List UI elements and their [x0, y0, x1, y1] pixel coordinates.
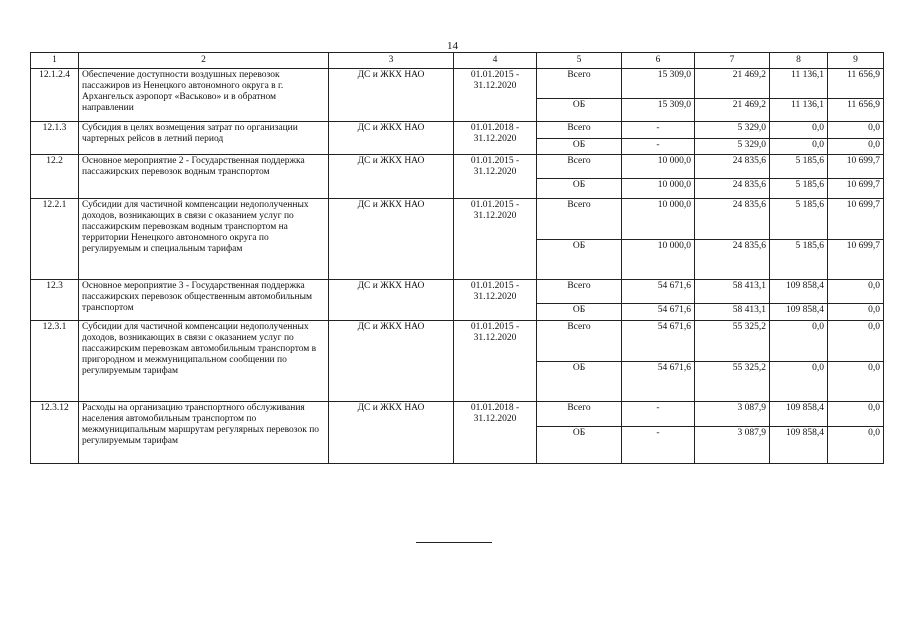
row-code: 12.3	[31, 280, 79, 321]
value-col6: 10 000,0	[622, 179, 695, 199]
column-header: 6	[622, 53, 695, 69]
table-row	[31, 155, 884, 179]
funding-source: ОБ	[537, 240, 622, 280]
row-code: 12.2	[31, 155, 79, 199]
column-header: 8	[770, 53, 828, 69]
row-code: 12.3.12	[31, 402, 79, 464]
column-header: 5	[537, 53, 622, 69]
value-col9: 10 699,7	[828, 155, 884, 179]
value-col8: 0,0	[770, 122, 828, 139]
value-col8: 0,0	[770, 139, 828, 155]
funding-source: ОБ	[537, 179, 622, 199]
row-executor: ДС и ЖКХ НАО	[329, 155, 454, 199]
value-col6: 10 000,0	[622, 240, 695, 280]
value-col6: 54 671,6	[622, 321, 695, 362]
funding-source: Всего	[537, 199, 622, 240]
separator-line	[416, 542, 492, 543]
value-col9: 10 699,7	[828, 179, 884, 199]
funding-source: ОБ	[537, 427, 622, 464]
row-period: 01.01.2015 - 31.12.2020	[454, 280, 537, 321]
row-description: Расходы на организацию транспортного обслуживания населения автомобильным транспортом по межмуниципальным маршрутам регулярных перевозок по регулируемым тарифам	[79, 402, 329, 464]
row-description: Обеспечение доступности воздушных перевозок пассажиров из Ненецкого автономного округа в г. Архангельск аэропорт «Васьково» и в обратном направлении	[79, 69, 329, 122]
table-row	[31, 321, 884, 362]
row-period: 01.01.2015 - 31.12.2020	[454, 69, 537, 122]
row-period: 01.01.2015 - 31.12.2020	[454, 155, 537, 199]
funding-source: Всего	[537, 402, 622, 427]
row-executor: ДС и ЖКХ НАО	[329, 280, 454, 321]
funding-source: Всего	[537, 69, 622, 99]
value-col8: 5 185,6	[770, 155, 828, 179]
column-header: 2	[79, 53, 329, 69]
value-col6: -	[622, 427, 695, 464]
value-col9: 0,0	[828, 280, 884, 304]
row-executor: ДС и ЖКХ НАО	[329, 122, 454, 155]
value-col6: 15 309,0	[622, 99, 695, 122]
value-col7: 24 835,6	[695, 155, 770, 179]
row-description: Субсидии для частичной компенсации недополученных доходов, возникающих в связи с оказанием услуг по пассажирским перевозкам автомобильным транспортом в пригородном и межмуниципальном сообщении по регулируемым тарифам	[79, 321, 329, 402]
value-col7: 55 325,2	[695, 321, 770, 362]
value-col6: 15 309,0	[622, 69, 695, 99]
value-col9: 10 699,7	[828, 240, 884, 280]
funding-source: ОБ	[537, 304, 622, 321]
row-code: 12.3.1	[31, 321, 79, 402]
value-col9: 0,0	[828, 321, 884, 362]
column-header: 1	[31, 53, 79, 69]
funding-source: Всего	[537, 155, 622, 179]
column-header: 4	[454, 53, 537, 69]
value-col7: 55 325,2	[695, 362, 770, 402]
value-col6: 54 671,6	[622, 362, 695, 402]
value-col6: -	[622, 139, 695, 155]
row-description: Основное мероприятие 3 - Государственная поддержка пассажирских перевозок общественным автомобильным транспортом	[79, 280, 329, 321]
row-code: 12.1.3	[31, 122, 79, 155]
header-row	[31, 53, 884, 69]
column-header: 3	[329, 53, 454, 69]
value-col9: 11 656,9	[828, 69, 884, 99]
table-row	[31, 69, 884, 99]
row-period: 01.01.2015 - 31.12.2020	[454, 199, 537, 280]
value-col9: 0,0	[828, 122, 884, 139]
funding-source: Всего	[537, 122, 622, 139]
value-col6: -	[622, 402, 695, 427]
value-col8: 11 136,1	[770, 99, 828, 122]
value-col7: 58 413,1	[695, 304, 770, 321]
value-col9: 0,0	[828, 362, 884, 402]
value-col6: 54 671,6	[622, 304, 695, 321]
row-description: Основное мероприятие 2 - Государственная поддержка пассажирских перевозок водным транспортом	[79, 155, 329, 199]
value-col7: 21 469,2	[695, 69, 770, 99]
table-row	[31, 280, 884, 304]
value-col9: 0,0	[828, 139, 884, 155]
value-col8: 5 185,6	[770, 199, 828, 240]
row-period: 01.01.2015 - 31.12.2020	[454, 321, 537, 402]
row-executor: ДС и ЖКХ НАО	[329, 199, 454, 280]
value-col8: 0,0	[770, 321, 828, 362]
value-col9: 0,0	[828, 402, 884, 427]
value-col8: 109 858,4	[770, 304, 828, 321]
page-number: 14	[447, 40, 458, 52]
value-col7: 21 469,2	[695, 99, 770, 122]
row-period: 01.01.2018 - 31.12.2020	[454, 402, 537, 464]
funding-source: ОБ	[537, 362, 622, 402]
value-col8: 5 185,6	[770, 240, 828, 280]
value-col7: 24 835,6	[695, 240, 770, 280]
row-period: 01.01.2018 - 31.12.2020	[454, 122, 537, 155]
table-row	[31, 122, 884, 139]
row-description: Субсидии для частичной компенсации недополученных доходов, возникающих в связи с оказанием услуг по пассажирским перевозкам водным транспортом на территории Ненецкого автономного округа по регулируемым и специальным тарифам	[79, 199, 329, 280]
funding-source: ОБ	[537, 139, 622, 155]
value-col8: 109 858,4	[770, 402, 828, 427]
value-col7: 3 087,9	[695, 402, 770, 427]
value-col8: 109 858,4	[770, 427, 828, 464]
value-col7: 24 835,6	[695, 199, 770, 240]
value-col7: 58 413,1	[695, 280, 770, 304]
value-col8: 0,0	[770, 362, 828, 402]
value-col6: 10 000,0	[622, 199, 695, 240]
value-col9: 10 699,7	[828, 199, 884, 240]
value-col6: -	[622, 122, 695, 139]
value-col9: 11 656,9	[828, 99, 884, 122]
row-code: 12.2.1	[31, 199, 79, 280]
value-col8: 109 858,4	[770, 280, 828, 304]
value-col8: 11 136,1	[770, 69, 828, 99]
value-col9: 0,0	[828, 427, 884, 464]
funding-source: Всего	[537, 280, 622, 304]
table-row	[31, 402, 884, 427]
table-row	[31, 199, 884, 240]
funding-source: Всего	[537, 321, 622, 362]
value-col6: 10 000,0	[622, 155, 695, 179]
value-col7: 5 329,0	[695, 122, 770, 139]
value-col9: 0,0	[828, 304, 884, 321]
row-description: Субсидия в целях возмещения затрат по организации чартерных рейсов в летний период	[79, 122, 329, 155]
value-col7: 5 329,0	[695, 139, 770, 155]
row-executor: ДС и ЖКХ НАО	[329, 69, 454, 122]
value-col6: 54 671,6	[622, 280, 695, 304]
row-executor: ДС и ЖКХ НАО	[329, 321, 454, 402]
budget-table	[30, 52, 884, 464]
column-header: 7	[695, 53, 770, 69]
column-header: 9	[828, 53, 884, 69]
value-col7: 24 835,6	[695, 179, 770, 199]
value-col7: 3 087,9	[695, 427, 770, 464]
funding-source: ОБ	[537, 99, 622, 122]
row-executor: ДС и ЖКХ НАО	[329, 402, 454, 464]
value-col8: 5 185,6	[770, 179, 828, 199]
row-code: 12.1.2.4	[31, 69, 79, 122]
